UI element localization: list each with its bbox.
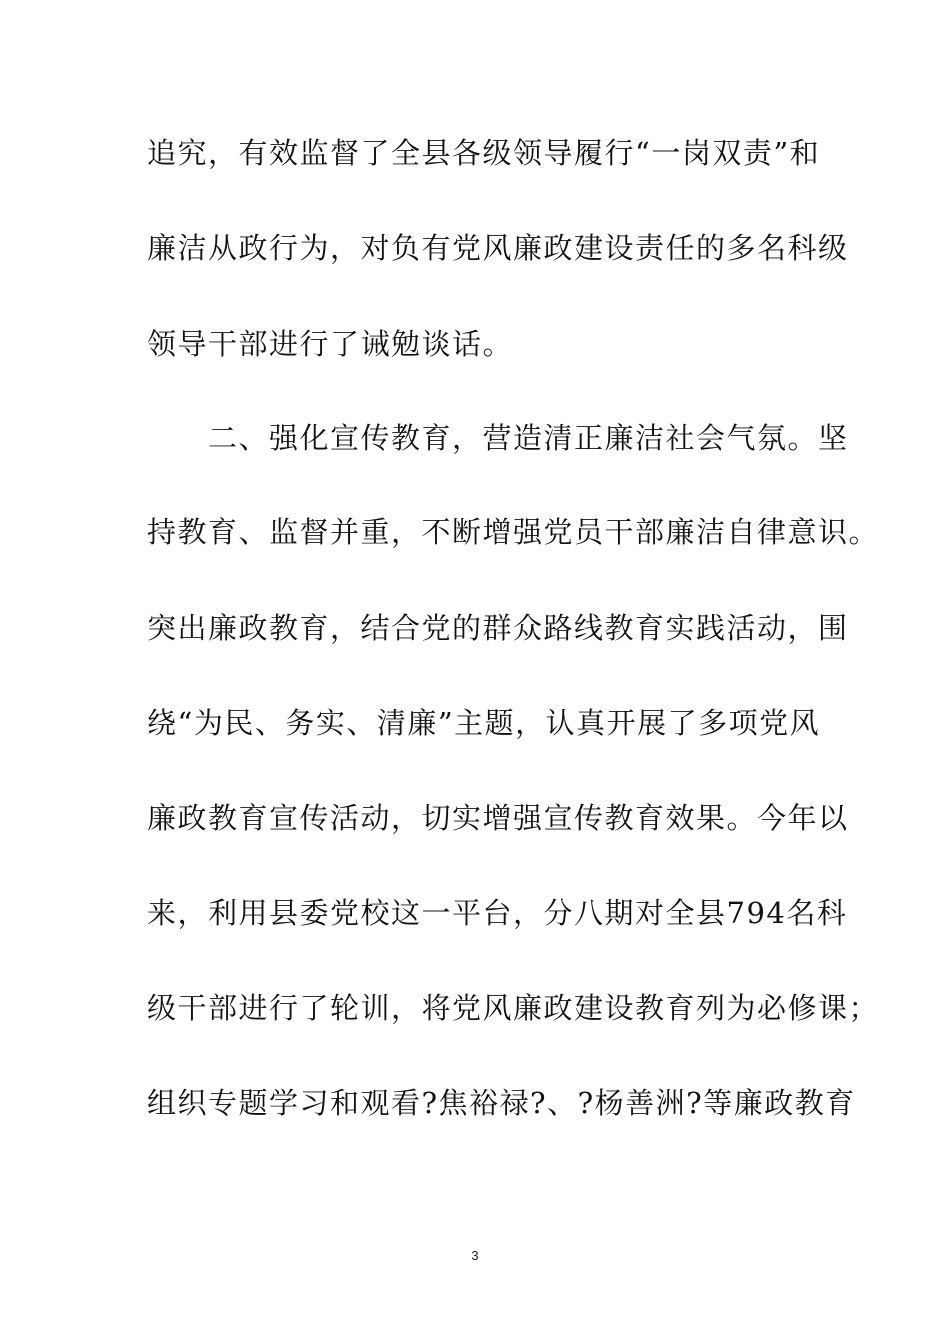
body-text-line: 组织专题学习和观看?焦裕禄?、?杨善洲?等廉政教育 (147, 1086, 856, 1120)
body-text-line: 领导干部进行了诫勉谈话。 (147, 327, 514, 361)
body-text-line: 廉政教育宣传活动，切实增强宣传教育效果。今年以 (147, 801, 849, 835)
body-text-line: 级干部进行了轮训，将党风廉政建设教育列为必修课； (147, 991, 880, 1025)
page-number: 3 (471, 1248, 479, 1263)
body-text-line: 绕“为民、务实、清廉”主题，认真开展了多项党风 (147, 706, 821, 740)
section-heading-line: 二、强化宣传教育，营造清正廉洁社会气氛。坚 (147, 421, 849, 455)
body-text-line: 廉洁从政行为，对负有党风廉政建设责任的多名科级 (147, 231, 849, 265)
body-text-line: 突出廉政教育，结合党的群众路线教育实践活动，围 (147, 611, 849, 645)
body-text-line: 持教育、监督并重，不断增强党员干部廉洁自律意识。 (147, 515, 880, 549)
body-text-line: 来，利用县委党校这一平台，分八期对全县794名科 (147, 896, 848, 930)
body-text-line: 追究，有效监督了全县各级领导履行“一岗双责”和 (147, 136, 821, 170)
